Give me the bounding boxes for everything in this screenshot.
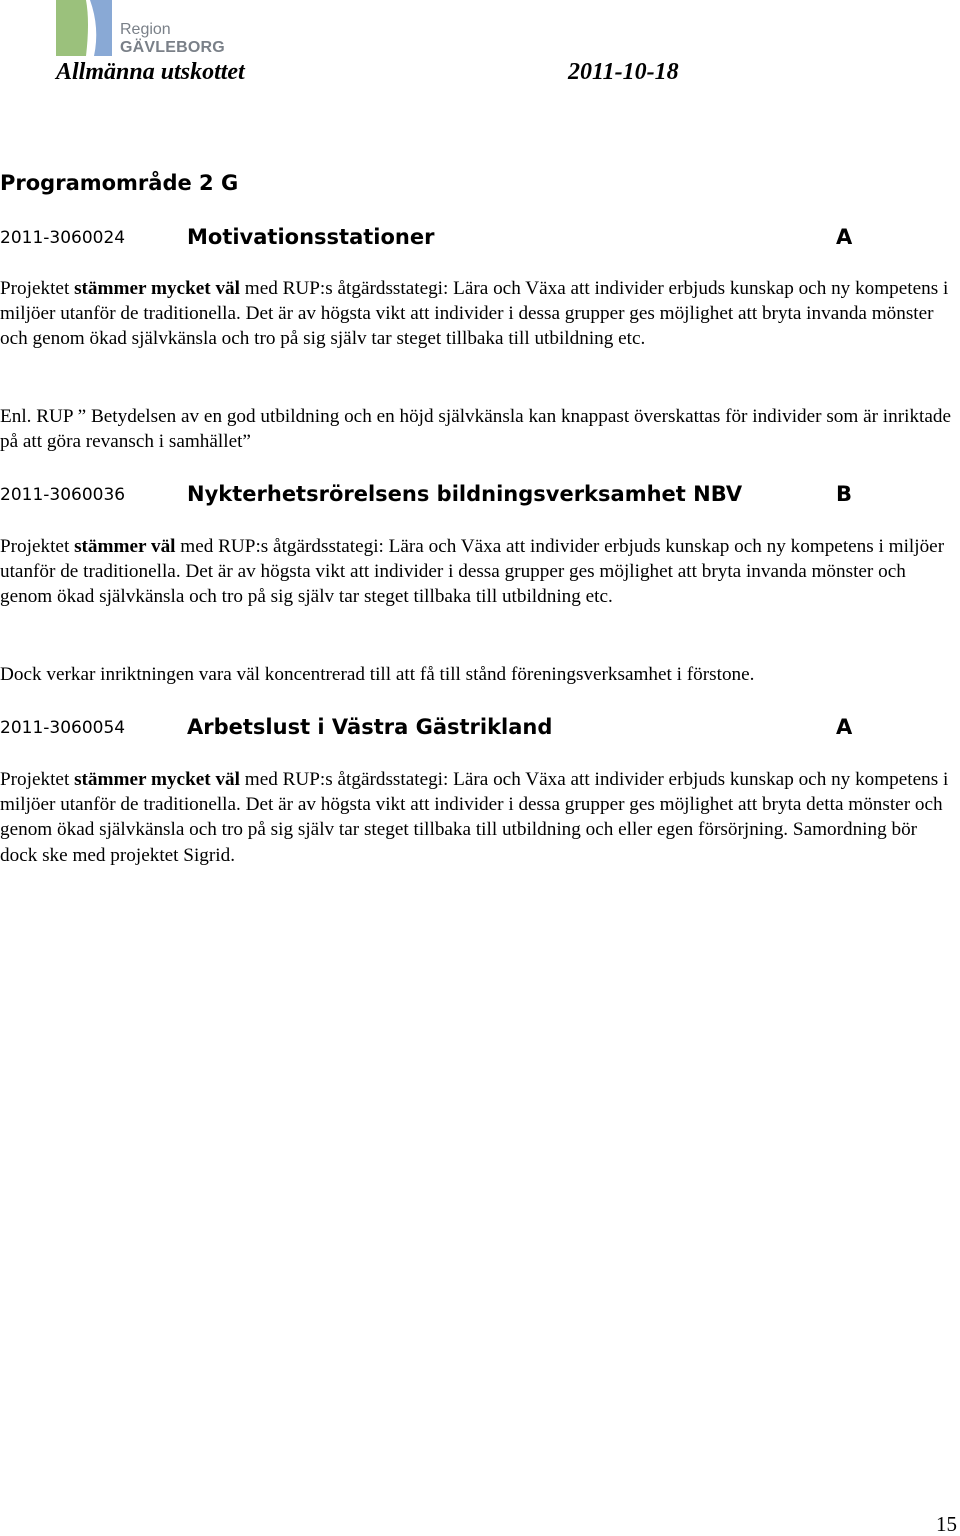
- project-name: Nykterhetsrörelsens bildningsverksamhet NBV: [187, 482, 743, 506]
- assessment-text-rest: med RUP:s åtgärdsstategi: Lära och Växa att individer erbjuds kunskap och ny kompetens i miljöer utanför de traditionella. Det är av högsta vikt att individer i dessa grupper ges möjlighet att bryta invanda mönster och genom ökad självkänsla och tro på sig själv tar steget tillbaka till utbildning etc.: [0, 278, 949, 350]
- assessment-text-rest: med RUP:s åtgärdsstategi: Lära och Växa att individer erbjuds kunskap och ny kompetens i miljöer utanför de traditionella. Det är av högsta vikt att individer i dessa grupper ges möjlighet att bryta detta mönster och genom ökad självkänsla och tro på sig själv tar steget tillbaka till utbildning och eller egen försörjning. Samordning bör dock ske med projektet Sigrid.: [0, 769, 949, 866]
- project-grade: A: [836, 225, 853, 249]
- logo-text-region: Region: [120, 21, 171, 38]
- assessment-text-start: Projektet: [0, 278, 75, 299]
- project-name: Motivationsstationer: [187, 225, 435, 249]
- project-quote: Enl. RUP ” Betydelsen av en god utbildning och en höjd självkänsla kan knappast överskattas för individer som är inriktade på att göra revansch i samhället”: [0, 406, 951, 453]
- project-name: Arbetslust i Västra Gästrikland: [187, 715, 553, 739]
- logo-mark-icon: [56, 0, 116, 58]
- header-committee: Allmänna utskottet: [56, 59, 245, 85]
- section-title: Programområde 2 G: [0, 171, 239, 195]
- project-heading: [0, 481, 960, 507]
- page-number: 15: [936, 1512, 957, 1536]
- project-assessment: [0, 276, 958, 352]
- header-date: 2011-10-18: [568, 59, 679, 85]
- project-assessment: [0, 767, 958, 868]
- logo-text-gavleborg: GÄVLEBORG: [120, 39, 225, 56]
- project-number: 2011-3060024: [0, 228, 126, 248]
- project-number: 2011-3060054: [0, 718, 126, 738]
- project-comment: Dock verkar inriktningen vara väl koncentrerad till att få till stånd föreningsverksamhet i förstone.: [0, 664, 755, 685]
- project-grade: A: [836, 715, 853, 739]
- project-heading: [0, 224, 960, 250]
- assessment-text-start: Projektet: [0, 536, 75, 557]
- assessment-rating: stämmer mycket väl: [74, 278, 240, 299]
- assessment-rating: stämmer mycket väl: [74, 769, 240, 790]
- project-number: 2011-3060036: [0, 485, 126, 505]
- project-assessment: [0, 534, 958, 610]
- assessment-text-start: Projektet: [0, 769, 75, 790]
- region-gavleborg-logo: [56, 0, 225, 58]
- project-grade: B: [836, 482, 853, 506]
- project-heading: [0, 714, 960, 740]
- assessment-text-rest: med RUP:s åtgärdsstategi: Lära och Växa att individer erbjuds kunskap och ny kompetens i miljöer utanför de traditionella. Det är av högsta vikt att individer i dessa grupper ges möjlighet att bryta invanda mönster och genom ökad självkänsla och tro på sig själv tar steget tillbaka till utbildning etc.: [0, 536, 945, 608]
- assessment-rating: stämmer väl: [74, 536, 176, 557]
